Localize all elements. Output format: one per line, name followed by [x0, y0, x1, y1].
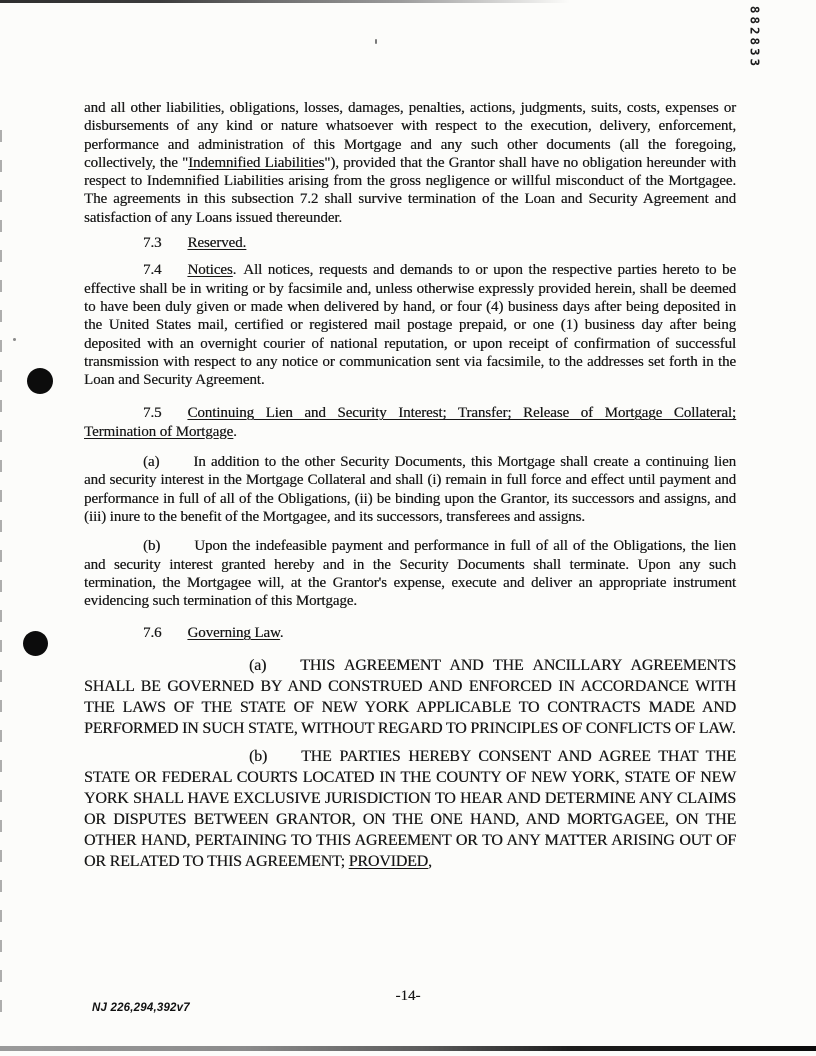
section-title: Reserved. [187, 235, 247, 252]
scan-bottom-edge-artifact [0, 1046, 816, 1051]
subsection-label: (a) [143, 454, 160, 471]
footer-page-number: -14- [395, 988, 421, 1004]
subsection-7-5-a [84, 453, 736, 526]
punch-hole-bottom [23, 631, 48, 656]
section-7-4-paragraph [84, 261, 736, 389]
section-number: 7.4 [143, 262, 162, 279]
section-number: 7.5 [143, 405, 162, 422]
section-title: Governing Law [187, 625, 280, 642]
subsection-label: (b) [249, 747, 268, 765]
section-title: Continuing Lien and Security Interest; Transfer; Release of Mortgage Collateral; Termination of Mortgage [84, 405, 736, 440]
scan-speck [13, 338, 16, 341]
defined-term-provided: PROVIDED [348, 852, 428, 870]
section-number: 7.3 [143, 235, 162, 252]
scan-top-edge-artifact [0, 0, 570, 3]
paragraph-text: "), provided that the Grantor shall have no obligation hereunder with respect to Indemnified Liabilities arising from the gross negligence or willful misconduct of the Mortgagee. The agreements in this subsection 7.2 shall survive termination of the Loan and Security Agreement and satisfaction of any Loans issued thereunder. [84, 154, 736, 226]
paragraph-continuation [84, 99, 736, 227]
paragraph-text: THIS AGREEMENT AND THE ANCILLARY AGREEMENTS SHALL BE GOVERNED BY AND CONSTRUED AND ENFORCED IN ACCORDANCE WITH THE LAWS OF THE STATE OF NEW YORK APPLICABLE TO CONTRACTS MADE AND PERFORMED IN SUCH STATE, WITHOUT REGARD TO PRINCIPLES OF CONFLICTS OF LAW. [84, 656, 736, 737]
punctuation: . [279, 625, 284, 642]
section-7-3-heading [84, 234, 736, 252]
scan-speck [375, 39, 377, 44]
paragraph-text: In addition to the other Security Documents, this Mortgage shall create a continuing lien and security interest in the Mortgage Collateral and shall (i) remain in full force and effect until payment and performance in full of all of the Obligations, (ii) be binding upon the Grantor, its successors and assigns, and (iii) inure to the benefit of the Mortgagee, and its successors, transferees and assigns. [84, 454, 736, 525]
scan-left-edge-artifact [0, 130, 2, 1020]
paragraph-text: and all other liabilities, obligations, losses, damages, penalties, actions, judgments, suits, costs, expenses or disbursements of any kind or nature whatsoever with respect to the execution, delivery, enforcement, performance and administration of this Mortgage and any such other documents (all the foregoing, collectively, the " [84, 100, 736, 171]
punctuation: . [233, 423, 237, 440]
section-7-5-heading [84, 404, 736, 441]
punctuation: . [232, 262, 237, 279]
punch-hole-top [27, 368, 53, 394]
paragraph-text: THE PARTIES HEREBY CONSENT AND AGREE THAT THE STATE OR FEDERAL COURTS LOCATED IN THE COUNTY OF NEW YORK, STATE OF NEW YORK SHALL HAVE EXCLUSIVE JURISDICTION TO HEAR AND DETERMINE ANY CLAIMS OR DISPUTES BETWEEN GRANTOR, ON THE ONE HAND, AND MORTGAGEE, ON THE OTHER HAND, PERTAINING TO THIS AGREEMENT OR TO ANY MATTER ARISING OUT OF OR RELATED TO THIS AGREEMENT; [84, 747, 736, 870]
section-7-6-heading [84, 624, 736, 642]
stamp-number: 882833 [747, 5, 763, 70]
subsection-7-6-a [84, 655, 736, 739]
subsection-7-6-b [84, 746, 736, 872]
subsection-label: (b) [143, 538, 161, 555]
section-title: Notices [187, 262, 233, 279]
section-number: 7.6 [143, 625, 162, 642]
paragraph-text: All notices, requests and demands to or upon the respective parties hereto to be effective shall be in writing or by facsimile and, unless otherwise expressly provided herein, shall be deemed to have been duly given or made when delivered by hand, or four (4) business days after being deposited in the United States mail, certified or registered mail postage prepaid, or one (1) business day after being deposited with an overnight courier of national reputation, or upon receipt of confirmation of successful transmission with respect to any notice or communication sent via facsimile, to the addresses set forth in the Loan and Security Agreement. [84, 262, 736, 389]
punctuation: , [427, 852, 432, 870]
document-body [84, 99, 736, 872]
subsection-7-5-b [84, 537, 736, 610]
defined-term-indemnified-liabilities: Indemnified Liabilities [188, 154, 325, 171]
footer-document-id: NJ 226,294,392v7 [92, 1002, 190, 1014]
subsection-label: (a) [249, 656, 267, 674]
paragraph-text: Upon the indefeasible payment and performance in full of all of the Obligations, the lien and security interest granted hereby and in the Security Documents shall terminate. Upon any such termination, the Mortgagee will, at the Grantor's expense, execute and deliver an appropriate instrument evidencing such termination of this Mortgage. [84, 538, 736, 610]
